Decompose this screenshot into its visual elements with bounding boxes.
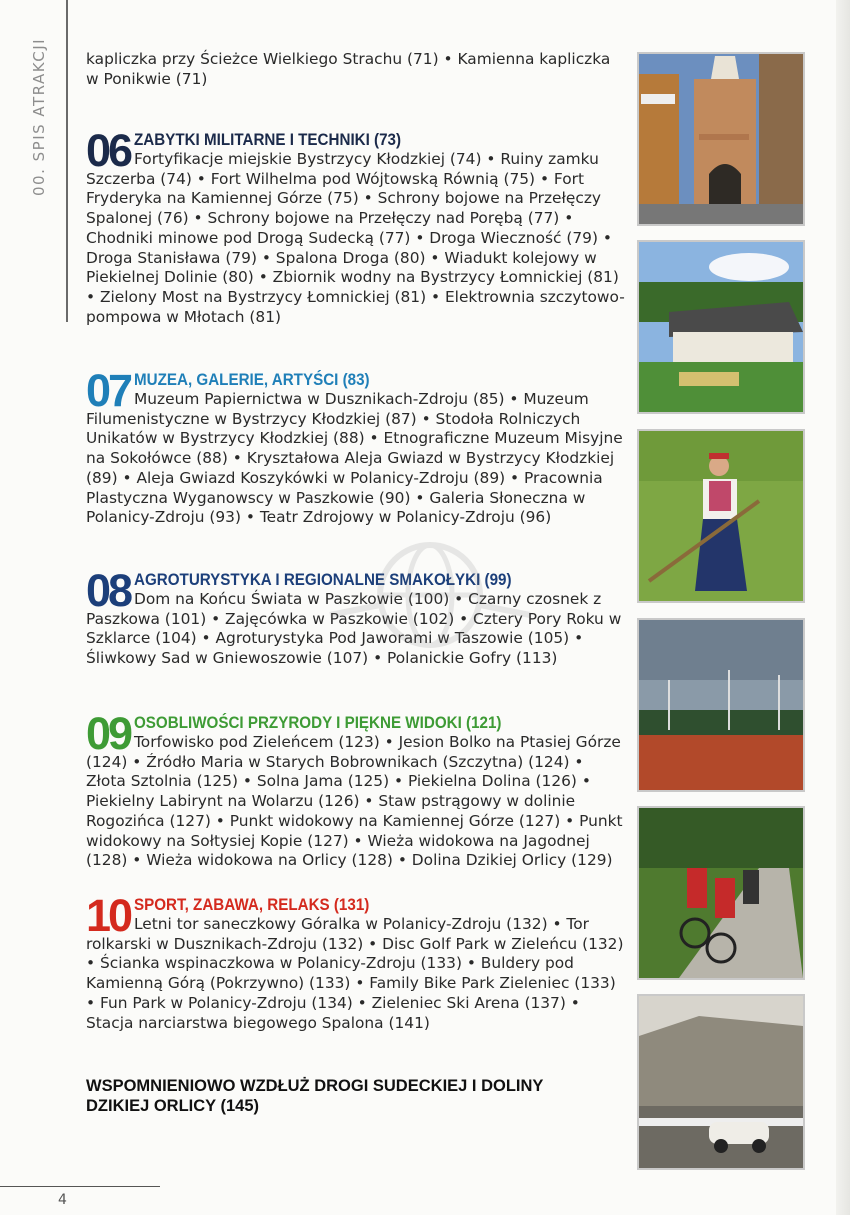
- section-number: 09: [86, 708, 131, 759]
- continuation-text: kapliczka przy Ścieżce Wielkiego Strachu (71) • Kamienna kapliczka w Ponikwie (71): [86, 50, 611, 88]
- city-gate-image: [639, 54, 803, 224]
- section-number: 10: [86, 890, 131, 941]
- final-heading: WSPOMNIENIOWO WZDŁUŻ DROGI SUDECKIEJ I DOLINY DZIKIEJ ORLICY (145): [86, 1077, 544, 1115]
- page-number: 4: [58, 1192, 67, 1208]
- section-body: Torfowisko pod Zieleńcem (123) • Jesion Bolko na Ptasiej Górze (124) • Źródło Maria w Starych Bobrownikach (Szczytna) (124) • Złota Sztolnia (125) • Solna Jama (125) • Piekielna Dolina (126) • Piekielny Labirynt na Wolarzu (126) • Staw pstrągowy w dolinie Rogozińca (127) • Punkt widokowy na Kamiennej Górze (127) • Punkt widokowy na Sołtysiej Kopie (127) • Wieża widokowa na Jagodnej (128) • Wieża widokowa na Orlicy (128) • Dolina Dzikiej Orlicy (129): [86, 733, 623, 870]
- side-label: 00. SPIS ATRAKCJI: [30, 37, 48, 196]
- section-title: MUZEA, GALERIE, ARTYŚCI (83): [134, 371, 370, 389]
- section-number: 07: [86, 365, 131, 416]
- section-body: Fortyfikacje miejskie Bystrzycy Kłodzkiej (74) • Ruiny zamku Szczerba (74) • Fort Wilhelma pod Wójtowską Równią (75) • Fort Fryderyka na Kamiennej Górze (75) • Schrony bojowe na Przełęczy Spalonej (76) • Schrony bojowe na Przełęczy nad Porębą (77) • Chodniki minowe pod Drogą Sudecką (77) • Droga Wieczność (79) • Droga Stanisława (79) • Spalona Droga (80) • Wiadukt kolejowy w Piekielnej Dolinie (80) • Zbiornik wodny na Bystrzycy Łomnickiej (81) • Zielony Most na Bystrzycy Łomnickiej (81) • Elektrownia szczytowo-pompowa w Młotach (81): [86, 150, 625, 326]
- peat-bog-image: [639, 620, 803, 790]
- section-body: Dom na Końcu Świata w Paszkowie (100) • Czarny czosnek z Paszkowa (101) • Zajęcówka w Paszkowie (102) • Cztery Pory Roku w Szklarce (104) • Agroturystyka Pod Jaworami w Taszowie (105) • Śliwkowy Sad w Gniewoszowie (107) • Polanickie Gofry (113): [86, 590, 622, 668]
- photo-woman-scythe: [637, 429, 805, 603]
- section-title: OSOBLIWOŚCI PRZYRODY I PIĘKNE WIDOKI (121): [134, 714, 502, 732]
- section-title: AGROTURYSTYKA I REGIONALNE SMAKOŁYKI (99): [134, 571, 512, 589]
- watermark-globe-icon: [310, 535, 550, 685]
- historic-car-image: [639, 996, 803, 1168]
- photo-city-gate: [637, 52, 805, 226]
- section-title: SPORT, ZABAWA, RELAKS (131): [134, 896, 370, 914]
- section-number: 08: [86, 565, 131, 616]
- museum-building-image: [639, 242, 803, 412]
- side-rule: [66, 0, 68, 322]
- photo-cyclists: [637, 806, 805, 980]
- section-title: ZABYTKI MILITARNE I TECHNIKI (73): [134, 131, 402, 149]
- photo-historic-car: [637, 994, 805, 1170]
- section-body: Muzeum Papiernictwa w Dusznikach-Zdroju (85) • Muzeum Filumenistyczne w Bystrzycy Kłodzkiej (87) • Stodoła Rolniczych Unikatów w Bystrzycy Kłodzkiej (88) • Etnograficzne Muzeum Misyjne na Sokołówce (88) • Kryształowa Aleja Gwiazd w Bystrzycy Kłodzkiej (89) • Aleja Gwiazd Koszykówki w Polanicy-Zdroju (89) • Pracownia Plastyczna Wyganowscy w Paszkowie (90) • Galeria Słoneczna w Polanicy-Zdroju (93) • Teatr Zdrojowy w Polanicy-Zdroju (96): [86, 390, 623, 527]
- footer-rule: [0, 1186, 160, 1187]
- page-edge-shadow: [836, 0, 850, 1215]
- woman-scythe-image: [639, 431, 803, 601]
- photo-peat-bog: [637, 618, 805, 792]
- cyclists-image: [639, 808, 803, 978]
- photo-museum-building: [637, 240, 805, 414]
- section-body: Letni tor saneczkowy Góralka w Polanicy-Zdroju (132) • Tor rolkarski w Dusznikach-Zdroju (132) • Disc Golf Park w Zieleńcu (132) • Ścianka wspinaczkowa w Polanicy-Zdroju (133) • Buldery pod Kamienną Górą (Pokrzywno) (133) • Family Bike Park Zieleniec (133) • Fun Park w Polanicy-Zdroju (134) • Zieleniec Ski Arena (137) • Stacja narciarstwa biegowego Spalona (141): [86, 915, 624, 1032]
- section-number: 06: [86, 125, 131, 176]
